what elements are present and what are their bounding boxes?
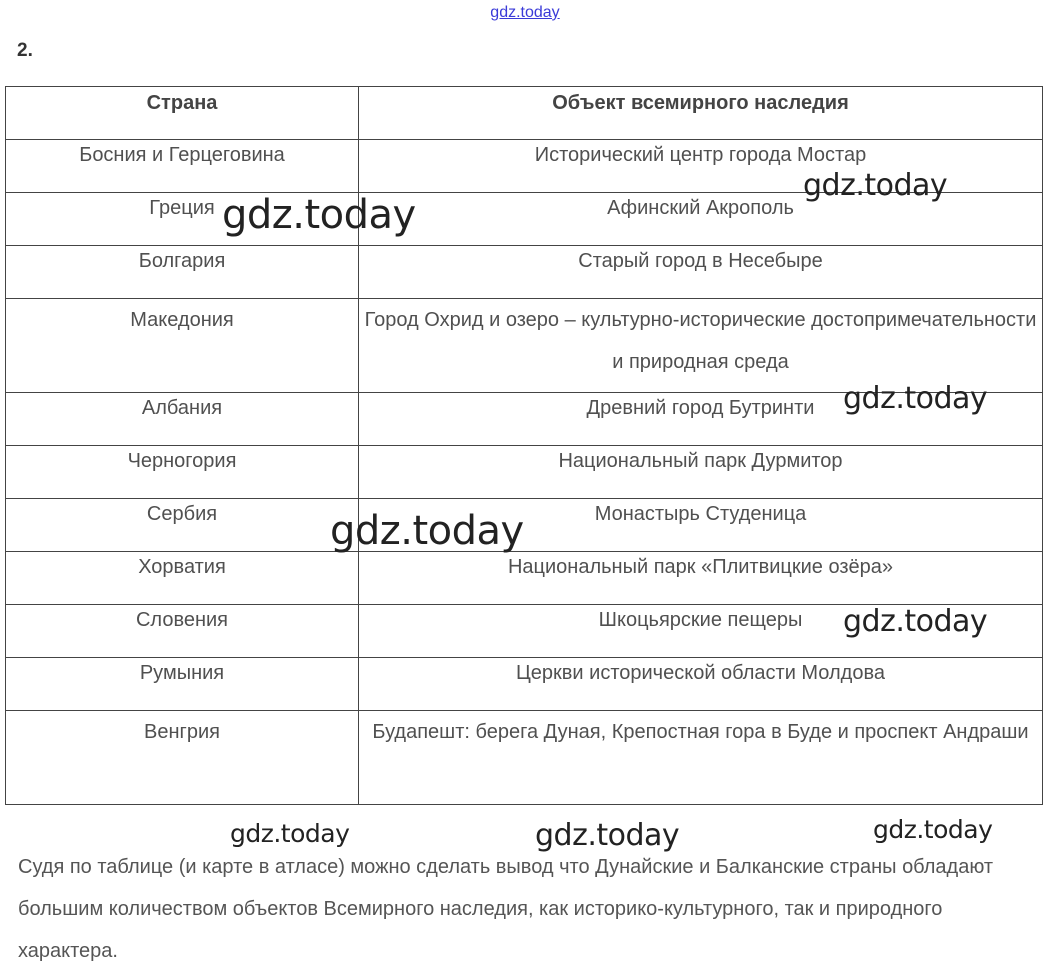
task-number: 2.: [17, 40, 33, 61]
country-cell: Сербия: [6, 499, 359, 552]
country-cell: Болгария: [6, 246, 359, 299]
watermark: gdz.today: [843, 604, 988, 639]
table-row: [6, 246, 1043, 299]
table-row: [6, 446, 1043, 499]
watermark: gdz.today: [330, 508, 524, 554]
country-cell: Венгрия: [6, 711, 359, 805]
table-header-row: [6, 87, 1043, 140]
table-row: [6, 299, 1043, 393]
heritage-cell: Монастырь Студеница: [359, 499, 1043, 552]
site-link[interactable]: gdz.today: [490, 4, 560, 21]
country-cell: Македония: [6, 299, 359, 393]
table-row: [6, 552, 1043, 605]
table-row: [6, 499, 1043, 552]
heritage-cell: Исторический центр города Мостар: [359, 140, 1043, 193]
heritage-cell: Древний город Бутринти: [359, 393, 1043, 446]
country-cell: Черногория: [6, 446, 359, 499]
country-cell: Албания: [6, 393, 359, 446]
country-cell: Румыния: [6, 658, 359, 711]
heritage-cell: Национальный парк Дурмитор: [359, 446, 1043, 499]
country-cell: Хорватия: [6, 552, 359, 605]
heritage-cell: Шкоцьярские пещеры: [359, 605, 1043, 658]
heritage-cell: Церкви исторической области Молдова: [359, 658, 1043, 711]
heritage-cell: Город Охрид и озеро – культурно-исторические достопримечательности и природная среда: [359, 299, 1043, 393]
country-cell: Греция: [6, 193, 359, 246]
table-row: [6, 711, 1043, 805]
watermark: gdz.today: [535, 818, 680, 853]
watermark: gdz.today: [873, 815, 993, 844]
watermark: gdz.today: [230, 819, 350, 848]
conclusion-text: Судя по таблице (и карте в атласе) можно сделать вывод что Дунайские и Балканские страны обладают большим количеством объектов Всемирного наследия, как историко-культурного, так и природного характера.: [18, 856, 994, 962]
watermark: gdz.today: [222, 192, 416, 238]
heritage-cell: Национальный парк «Плитвицкие озёра»: [359, 552, 1043, 605]
header-heritage-object: Объект всемирного наследия: [359, 87, 1043, 140]
country-cell: Словения: [6, 605, 359, 658]
country-cell: Босния и Герцеговина: [6, 140, 359, 193]
heritage-cell: Будапешт: берега Дуная, Крепостная гора в Буде и проспект Андраши: [359, 711, 1043, 805]
heritage-cell: Афинский Акрополь: [359, 193, 1043, 246]
watermark: gdz.today: [843, 381, 988, 416]
header-country: Страна: [6, 87, 359, 140]
watermark: gdz.today: [803, 168, 948, 203]
table-row: [6, 658, 1043, 711]
heritage-cell: Старый город в Несебыре: [359, 246, 1043, 299]
